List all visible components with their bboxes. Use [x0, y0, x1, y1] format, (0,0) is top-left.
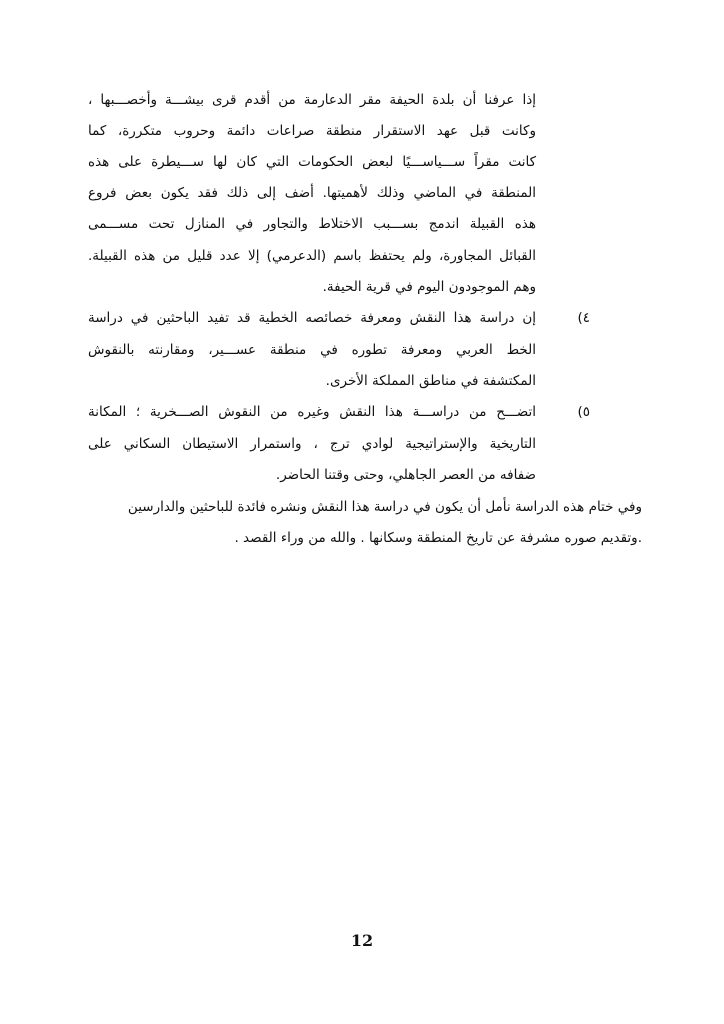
- item-line: المكتشفة في مناطق المملكة الأخرى.: [325, 373, 536, 389]
- paragraph-line: إذا عرفنا أن بلدة الحيفة مقر الدعارمة من أقدم قرى بيشـــة وأخصـــبها ،: [88, 92, 536, 108]
- item-line: اتضـــح من دراســـة هذا النقش وغيره من النقوش الصـــخرية ؛ المكانة: [88, 404, 536, 420]
- paragraph-line: القبائل المجاورة، ولم يحتفظ باسم (الدعرمي) إلا عدد قليل من هذه القبيلة.: [88, 248, 536, 264]
- item-number: ٤): [577, 310, 590, 326]
- paragraph-line: وهم الموجودون اليوم في قرية الحيفة.: [322, 279, 536, 295]
- paragraph-line: هذه القبيلة اندمج بســـبب الاختلاط والتجاور في المنازل تحت مســـمى: [88, 216, 536, 232]
- paragraph-line: وكانت قبل عهد الاستقرار منطقة صراعات دائمة وحروب متكررة، كما: [88, 123, 536, 139]
- paragraph-line: المنطقة في الماضي وذلك لأهميتها. أضف إلى ذلك فقد يكون بعض فروع: [88, 185, 536, 201]
- page-number: 12: [350, 931, 374, 950]
- paragraph-line: كانت مقراً ســـياســـيًا لبعض الحكومات التي كان لها ســـيطرة على هذه: [88, 154, 536, 170]
- conclusion-line: .وتقديم صوره مشرفة عن تاريخ المنطقة وسكانها . والله من وراء القصد .: [234, 530, 642, 546]
- item-number: ٥): [577, 404, 590, 420]
- item-line: إن دراسة هذا النقش ومعرفة خصائصه الخطية قد تفيد الباحثين في دراسة: [88, 310, 536, 326]
- item-line: التاريخية والإستراتيجية لوادي ترج ، واستمرار الاستيطان السكاني على: [88, 436, 536, 452]
- item-line: ضفافه من العصر الجاهلي، وحتى وقتنا الحاضر.: [275, 467, 536, 483]
- item-line: الخط العربي ومعرفة تطوره في منطقة عســـير، ومقارنته بالنقوش: [88, 342, 536, 358]
- conclusion-line: وفي ختام هذه الدراسة نأمل أن يكون في دراسة هذا النقش ونشره فائدة للباحثين والدارسين: [127, 499, 642, 515]
